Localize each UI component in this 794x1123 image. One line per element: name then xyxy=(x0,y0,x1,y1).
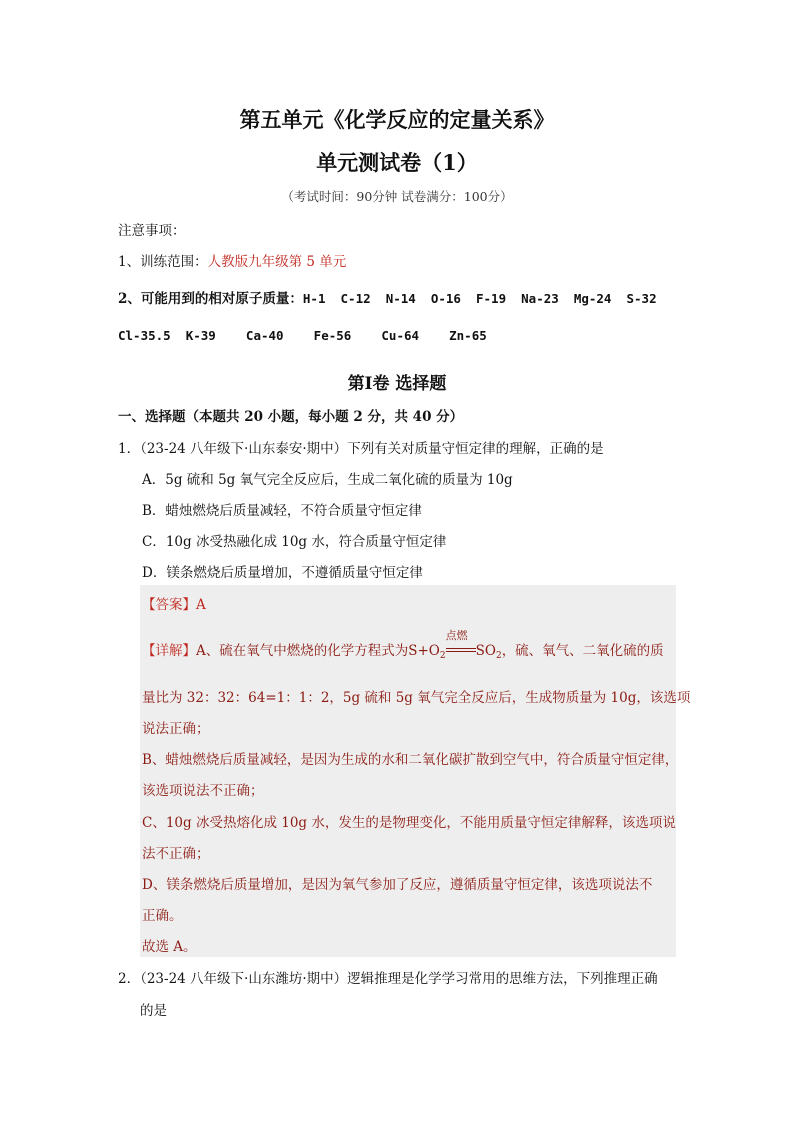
detail-a-text: A、硫在氧气中燃烧的化学方程式为 xyxy=(196,643,409,659)
section-title: 第Ⅰ卷 选择题 xyxy=(347,374,447,394)
answer-label: 【答案】A xyxy=(142,597,206,613)
notes-item-scope-label: 1、训练范围： xyxy=(118,254,208,270)
detail-line-3: 说法正确； xyxy=(142,721,210,737)
atomic-masses-line1: H-1 C-12 N-14 O-16 F-19 Na-23 Mg-24 S-32 xyxy=(302,291,657,306)
atomic-masses-line2: Cl-35.5 K-39 Ca-40 Fe-56 Cu-64 Zn-65 xyxy=(118,328,487,343)
question-1-option-b: B．蜡烛燃烧后质量减轻，不符合质量守恒定律 xyxy=(142,503,422,519)
page-title: 第五单元《化学反应的定量关系》 xyxy=(239,107,555,132)
equation-sub-2b: 2 xyxy=(495,651,502,661)
notes-heading: 注意事项： xyxy=(118,223,186,239)
part-heading: 一、选择题（本题共 20 小题，每小题 2 分，共 40 分） xyxy=(118,409,464,425)
detail-line-1 xyxy=(142,629,664,661)
notes-item-scope-value: 人教版九年级第 5 单元 xyxy=(207,254,347,270)
detail-line-8: D、镁条燃烧后质量增加，是因为氧气参加了反应，遵循质量守恒定律，该选项说法不 xyxy=(142,877,653,893)
notes-item-masses-label: 2、可能用到的相对原子质量： xyxy=(118,291,303,307)
equation-arrow xyxy=(445,629,476,655)
equation-so: SO xyxy=(475,643,496,659)
equation-condition: 点燃 xyxy=(445,629,468,642)
question-1-option-c: C．10g 冰受热融化成 10g 水，符合质量守恒定律 xyxy=(142,534,447,550)
detail-a-text-2: ，硫、氧气、二氧化硫的质 xyxy=(501,643,664,659)
detail-line-6: C、10g 冰受热熔化成 10g 水，发生的是物理变化，不能用质量守恒定律解释，该选项说 xyxy=(142,815,676,831)
detail-line-9: 正确。 xyxy=(142,908,183,924)
question-1-option-d: D．镁条燃烧后质量增加，不遵循质量守恒定律 xyxy=(142,565,423,581)
equation-sub-2: 2 xyxy=(439,651,446,661)
question-1-option-a: A．5g 硫和 5g 氧气完全反应后，生成二氧化硫的质量为 10g xyxy=(142,472,513,488)
detail-label: 【详解】 xyxy=(142,643,196,659)
detail-line-7: 法不正确； xyxy=(142,846,210,862)
equation-equals-bar xyxy=(446,648,476,652)
detail-line-2: 量比为 32：32：64=1：1：2，5g 硫和 5g 氧气完全反应后，生成物质量为 10g，该选项 xyxy=(142,690,691,706)
question-1-stem: 1．（23-24 八年级下·山东泰安·期中）下列有关对质量守恒定律的理解，正确的是 xyxy=(118,441,604,457)
exam-info: （考试时间：90分钟 试卷满分：100分） xyxy=(281,189,513,204)
question-2-stem: 2．（23-24 八年级下·山东潍坊·期中）逻辑推理是化学学习常用的思维方法，下列推理正确 xyxy=(118,971,658,987)
detail-line-5: 该选项说法不正确； xyxy=(142,783,264,799)
page-subtitle: 单元测试卷（1） xyxy=(316,150,478,175)
detail-line-10: 故选 A。 xyxy=(142,939,197,955)
equation-s: S+O xyxy=(408,643,440,659)
notes-item-masses xyxy=(118,287,657,307)
detail-line-4: B、蜡烛燃烧后质量减轻，是因为生成的水和二氧化碳扩散到空气中，符合质量守恒定律， xyxy=(142,752,679,768)
notes-item-scope xyxy=(118,250,346,270)
question-2-stem-cont: 的是 xyxy=(140,1003,167,1019)
